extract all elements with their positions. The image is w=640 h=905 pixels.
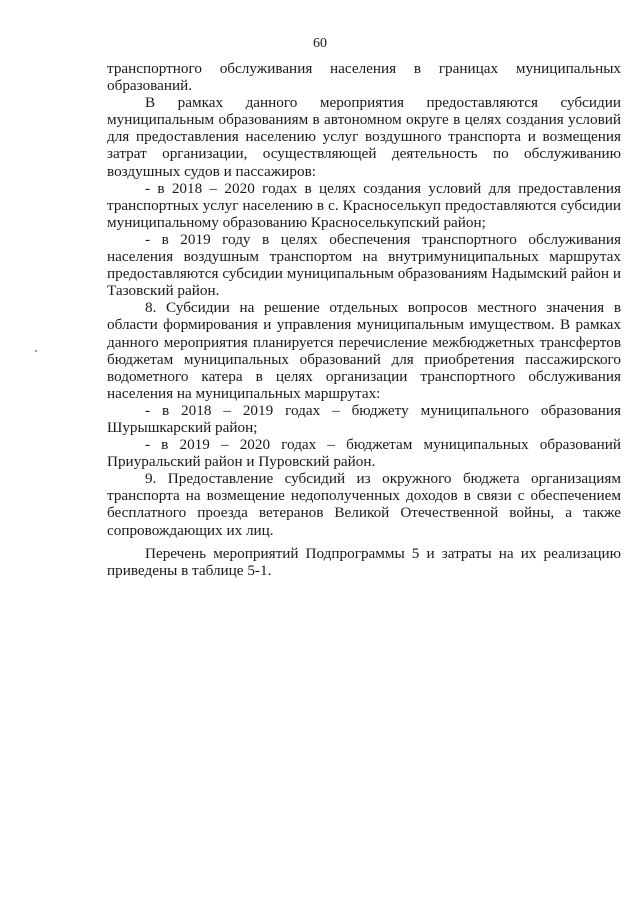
paragraph-air-transport-subsidies: В рамках данного мероприятия предоставляются субсидии муниципальным образованиям в автономном округе в целях создания условий для предоставления населению услуг воздушного транспорта и возмещения затрат организации, осуществляющей деятельность по обслуживанию воздушных судов и пассажиров: [107,94,621,180]
list-item-nadym-tazovsky: - в 2019 году в целях обеспечения транспортного обслуживания населения воздушным транспортом на внутримуниципальных маршрутах предоставляются субсидии муниципальным образованиям Надымский район и Тазовский район. [107,230,621,300]
paragraph-continuation: транспортного обслуживания населения в границах муниципальных образований. [107,60,621,95]
paragraph-item-9: 9. Предоставление субсидий из окружного бюджета организациям транспорта на возмещение недополученных доходов в связи с обеспечением бесплатного проезда ветеранов Великой Отечественной войны, а также сопровождающих их лиц. [107,470,621,539]
paragraph-table-reference: Перечень мероприятий Подпрограммы 5 и затраты на их реализацию приведены в таблице 5-1. [107,544,621,579]
list-item-krasnoselkup: - в 2018 – 2020 годах в целях создания условий для предоставления транспортных услуг населению в с. Красноселькуп предоставляются субсидии муниципальному образованию Красноселькупский район; [107,179,621,231]
page-number: 60 [313,36,327,51]
document-body [107,60,621,579]
list-item-priuralsky-purovsky: - в 2019 – 2020 годах – бюджетам муниципальных образований Приуральский район и Пуровский район. [107,436,621,471]
scan-margin-mark [35,350,37,352]
list-item-shuryshkarsky: - в 2018 – 2019 годах – бюджету муниципального образования Шурышкарский район; [107,401,621,436]
paragraph-item-8: 8. Субсидии на решение отдельных вопросов местного значения в области формирования и управления муниципальным имуществом. В рамках данного мероприятия планируется перечисление межбюджетных трансфертов бюджетам муниципальных образований для приобретения пассажирского водометного катера в целях организации транспортного обслуживания населения на муниципальных маршрутах: [107,299,621,402]
